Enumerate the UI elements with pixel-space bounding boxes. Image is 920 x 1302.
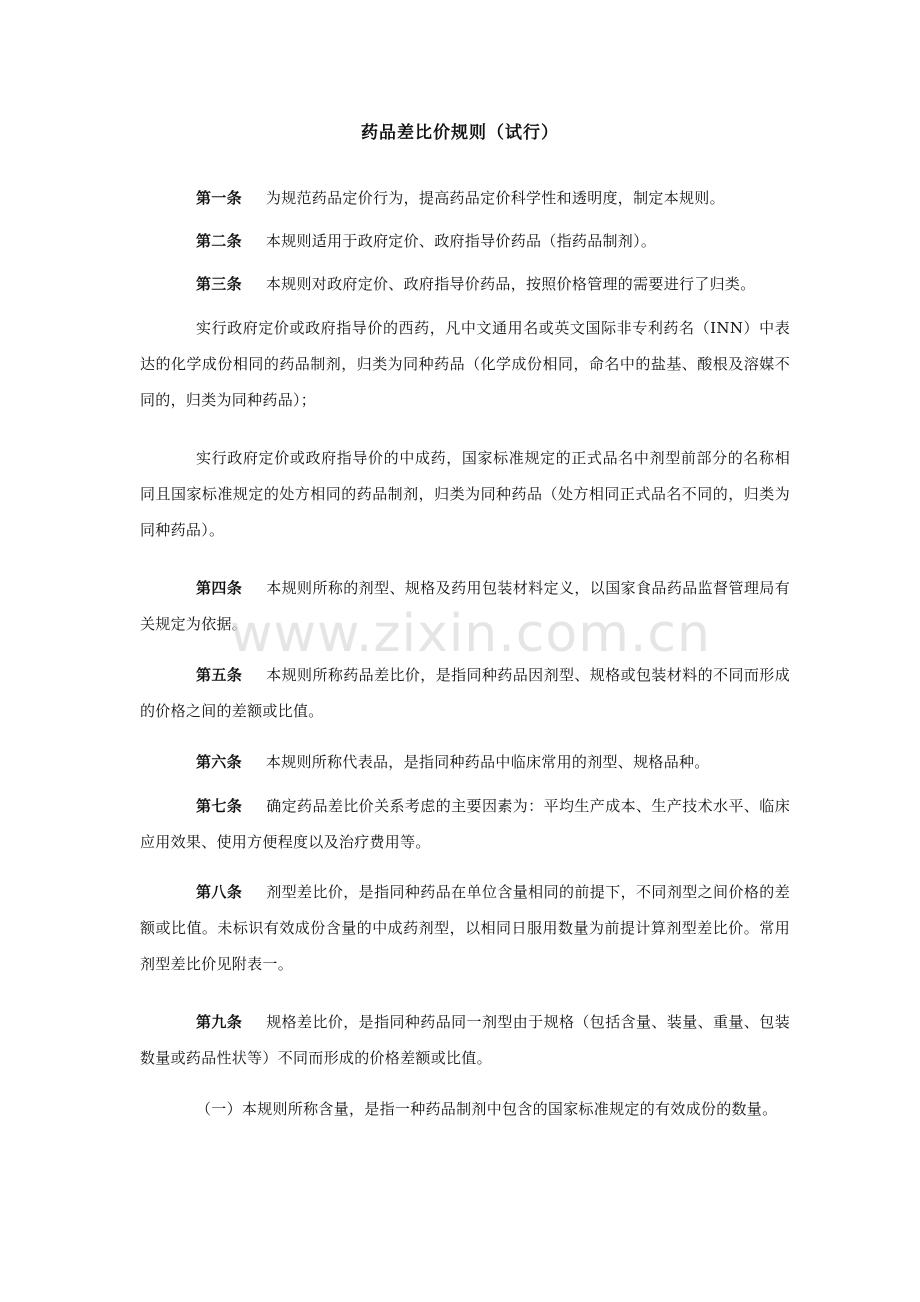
article-label: 第二条 <box>196 232 242 250</box>
article-1 <box>140 180 790 216</box>
paragraph-text: 实行政府定价或政府指导价的中成药，国家标准规定的正式品名中剂型前部分的名称相同且国家标准规定的处方相同的药品制剂，归类为同种药品（处方相同正式品名不同的，归类为同种药品）。 <box>140 449 790 539</box>
article-text: 剂型差比价，是指同种药品在单位含量相同的前提下，不同剂型之间价格的差额或比值。未标识有效成份含量的中成药剂型，以相同日服用数量为前提计算剂型差比价。常用剂型差比价见附表一。 <box>140 883 790 973</box>
article-label: 第九条 <box>196 1013 243 1031</box>
article-label: 第七条 <box>196 797 243 815</box>
paragraph-text: （一）本规则所称含量，是指一种药品制剂中包含的国家标准规定的有效成份的数量。 <box>196 1100 778 1118</box>
article-8 <box>140 874 790 982</box>
paragraph-chinese-medicine <box>140 440 790 548</box>
article-label: 第一条 <box>196 189 242 207</box>
page-title: 药品差比价规则（试行） <box>361 123 559 143</box>
article-text: 为规范药品定价行为，提高药品定价科学性和透明度，制定本规则。 <box>265 189 725 207</box>
article-text: 本规则对政府定价、政府指导价药品，按照价格管理的需要进行了归类。 <box>265 275 756 293</box>
article-6 <box>140 744 790 780</box>
article-7 <box>140 788 790 860</box>
article-text: 规格差比价，是指同种药品同一剂型由于规格（包括含量、装量、重量、包装数量或药品性状等）不同而形成的价格差额或比值。 <box>140 1013 790 1067</box>
article-label: 第四条 <box>196 579 243 597</box>
article-text: 确定药品差比价关系考虑的主要因素为：平均生产成本、生产技术水平、临床应用效果、使用方便程度以及治疗费用等。 <box>140 797 790 851</box>
article-2 <box>140 223 790 259</box>
article-text: 本规则适用于政府定价、政府指导价药品（指药品制剂）。 <box>265 232 657 250</box>
watermark: www.zixin.com.cn <box>230 604 711 664</box>
article-text: 本规则所称的剂型、规格及药用包装材料定义，以国家食品药品监督管理局有关规定为依据。 <box>140 579 790 633</box>
paragraph-text: 实行政府定价或政府指导价的西药，凡中文通用名或英文国际非专利药名（INN）中表达的化学成份相同的药品制剂，归类为同种药品（化学成份相同，命名中的盐基、酸根及溶媒不同的，归类为同种药品）； <box>140 319 790 409</box>
paragraph-clause-1 <box>140 1091 790 1127</box>
paragraph-western-medicine <box>140 310 790 418</box>
article-text: 本规则所称药品差比价，是指同种药品因剂型、规格或包装材料的不同而形成的价格之间的差额或比值。 <box>140 666 790 720</box>
article-label: 第五条 <box>196 666 243 684</box>
article-label: 第六条 <box>196 753 242 771</box>
article-9 <box>140 1004 790 1076</box>
article-label: 第三条 <box>196 275 242 293</box>
article-label: 第八条 <box>196 883 243 901</box>
article-3 <box>140 266 790 302</box>
article-text: 本规则所称代表品，是指同种药品中临床常用的剂型、规格品种。 <box>265 753 710 771</box>
article-5 <box>140 657 790 729</box>
